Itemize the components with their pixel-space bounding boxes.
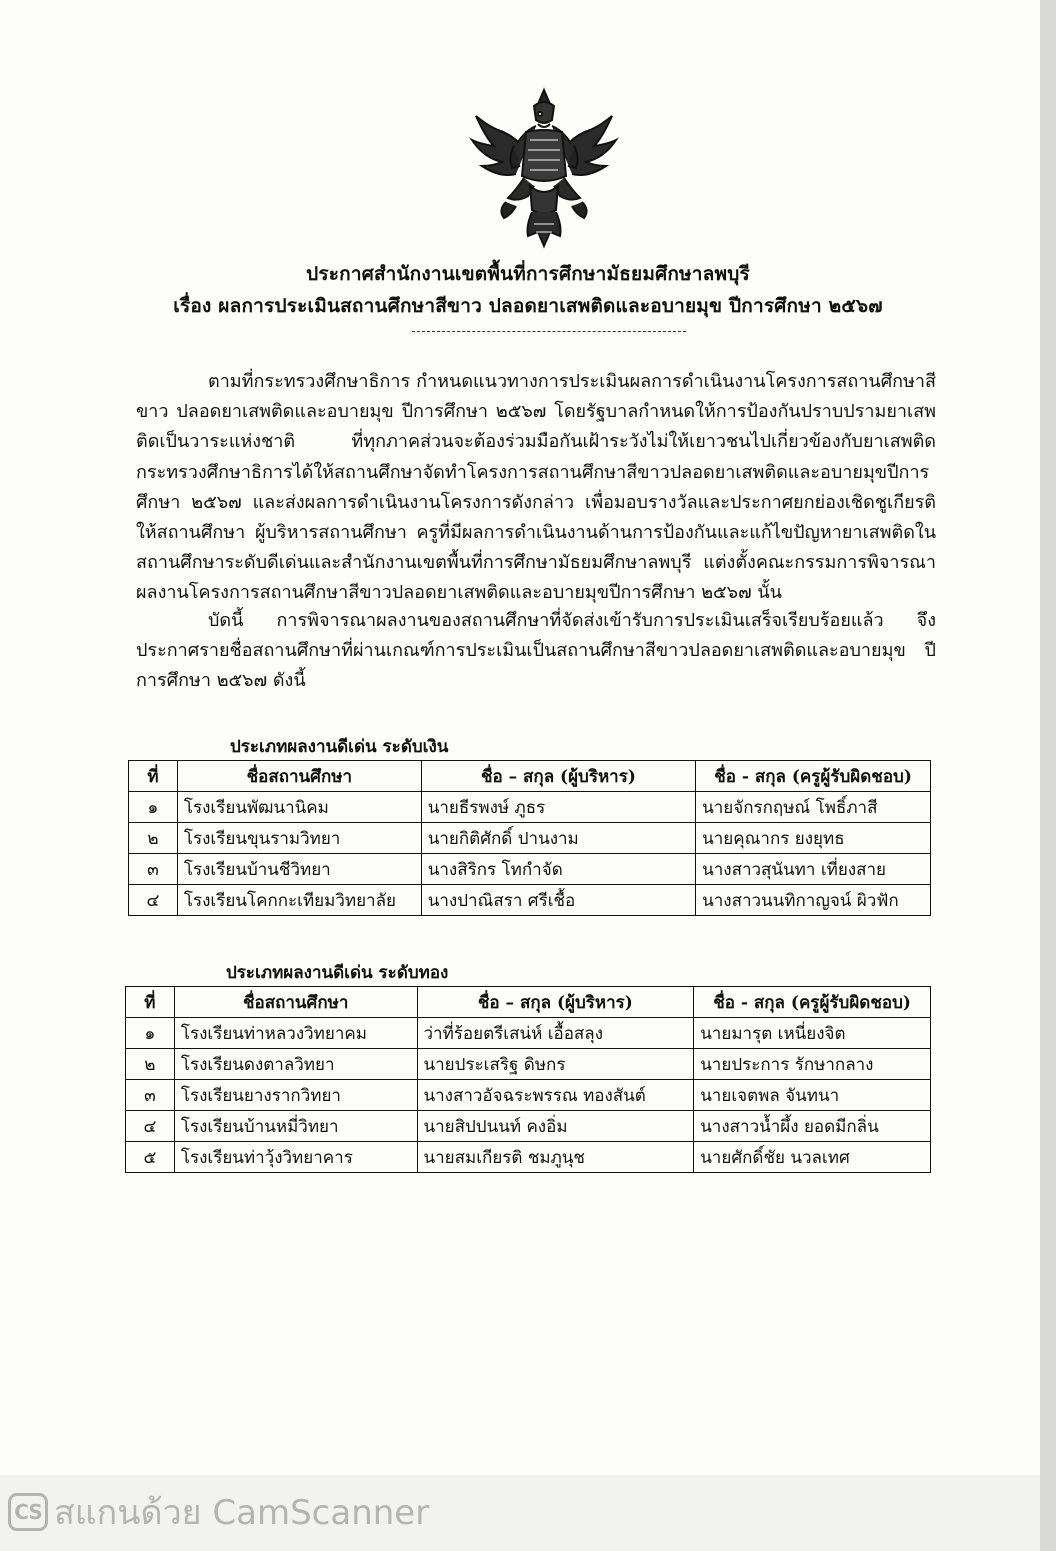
row-teacher: นางสาวนนทิกาญจน์ ผิวฟัก [696,885,931,916]
camscanner-text: สแกนด้วย CamScanner [54,1493,430,1533]
row-no: ๑ [126,1018,175,1049]
row-school: โรงเรียนพัฒนานิคม [177,792,421,823]
row-no: ๓ [126,1080,175,1111]
header-director: ชื่อ – สกุล (ผู้บริหาร) [421,761,695,792]
garuda-emblem-icon [468,86,620,250]
row-director: ว่าที่ร้อยตรีเสน่ห์ เอื้อสลุง [417,1018,694,1049]
row-no: ๕ [126,1142,175,1173]
table-header-row [129,761,931,792]
row-teacher: นางสาวสุนันทา เที่ยงสาย [696,854,931,885]
row-director: นายกิติศักดิ์ ปานงาม [421,823,695,854]
header-no: ที่ [129,761,178,792]
row-no: ๔ [126,1111,175,1142]
row-director: นางสาวอัจฉระพรรณ ทองสันต์ [417,1080,694,1111]
row-no: ๒ [129,823,178,854]
row-teacher: นายประการ รักษากลาง [694,1049,931,1080]
camscanner-logo-icon: CS [8,1493,48,1531]
row-no: ๒ [126,1049,175,1080]
row-director: นางสิริกร โทกำจัด [421,854,695,885]
header-teacher: ชื่อ - สกุล (ครูผู้รับผิดชอบ) [696,761,931,792]
table-row [129,854,931,885]
row-director: นายธีรพงษ์ ภูธร [421,792,695,823]
row-school: โรงเรียนบ้านชีวิทยา [177,854,421,885]
table-row [126,1142,931,1173]
announcement-subject: เรื่อง ผลการประเมินสถานศึกษาสีขาว ปลอดยาเสพติดและอบายมุข ปีการศึกษา ๒๕๖๗ [173,295,883,317]
row-school: โรงเรียนบ้านหมี่วิทยา [174,1111,417,1142]
row-teacher: นายศักดิ์ชัย นวลเทศ [694,1142,931,1173]
row-teacher: นายมารุต เหนี่ยงจิต [694,1018,931,1049]
announcement-title: ประกาศสำนักงานเขตพื้นที่การศึกษามัธยมศึกษาลพบุรี [306,263,750,285]
row-school: โรงเรียนดงตาลวิทยา [174,1049,417,1080]
table-row [126,1080,931,1111]
header-teacher: ชื่อ - สกุล (ครูผู้รับผิดชอบ) [694,987,931,1018]
camscanner-watermark [8,1492,429,1532]
row-director: นายสิปปนนท์ คงอิ่ม [417,1111,694,1142]
row-director: นางปาณิสรา ศรีเชื้อ [421,885,695,916]
title-divider [412,331,686,332]
table-row [129,823,931,854]
row-teacher: นายคุณากร ยงยุทธ [696,823,931,854]
row-school: โรงเรียนยางรากวิทยา [174,1080,417,1111]
header-school: ชื่อสถานศึกษา [174,987,417,1018]
row-no: ๑ [129,792,178,823]
row-director: นายสมเกียรติ ชมภูนุช [417,1142,694,1173]
table-row [126,1049,931,1080]
row-no: ๓ [129,854,178,885]
row-teacher: นายจักรกฤษณ์ โพธิ์ภาสี [696,792,931,823]
body-paragraph-2: บัดนี้ การพิจารณาผลงานของสถานศึกษาที่จัดส่งเข้ารับการประเมินเสร็จเรียบร้อยแล้ว จึงประกาศรายชื่อสถานศึกษาที่ผ่านเกณฑ์การประเมินเป็นสถานศึกษาสีขาวปลอดยาเสพติดและอบายมุข ปีการศึกษา ๒๕๖๗ ดังนี้ [136,610,936,692]
silver-awards-table [128,760,931,916]
body-paragraph-1: ตามที่กระทรวงศึกษาธิการ กำหนดแนวทางการประเมินผลการดำเนินงานโครงการสถานศึกษาสีขาว ปลอดยาเสพติดและอบายมุข ปีการศึกษา ๒๕๖๗ โดยรัฐบาลกำหนดให้การป้องกันปราบปรามยาเสพติดเป็นวาระแห่งชาติ ที่ทุกภาคส่วนจะต้องร่วมมือกันเฝ้าระวังไม่ให้เยาวชนไปเกี่ยวข้องกับยาเสพติดกระทรวงศึกษาธิการได้ให้สถานศึกษาจัดทำโครงการสถานศึกษาสีขาวปลอดยาเสพติดและอบายมุขปีการศึกษา ๒๕๖๗ และส่งผลการดำเนินงานโครงการดังกล่าว เพื่อมอบรางวัลและประกาศยกย่องเชิดชูเกียรติให้สถานศึกษา ผู้บริหารสถานศึกษา ครูที่มีผลการดำเนินงานด้านการป้องกันและแก้ไขปัญหายาเสพติดในสถานศึกษาระดับดีเด่นและสำนักงานเขตพื้นที่การศึกษามัธยมศึกษาลพบุรี แต่งตั้งคณะกรรมการพิจารณาผลงานโครงการสถานศึกษาสีขาวปลอดยาเสพติดและอบายมุขปีการศึกษา ๒๕๖๗ นั้น [136,371,936,604]
scan-edge [1040,0,1056,1551]
row-school: โรงเรียนท่าวุ้งวิทยาคาร [174,1142,417,1173]
header-school: ชื่อสถานศึกษา [177,761,421,792]
table-row [126,1111,931,1142]
header-no: ที่ [126,987,175,1018]
gold-awards-table [125,986,931,1173]
gold-section-heading: ประเภทผลงานดีเด่น ระดับทอง [226,963,449,983]
silver-section-heading: ประเภทผลงานดีเด่น ระดับเงิน [230,737,449,757]
row-director: นายประเสริฐ ดิษกร [417,1049,694,1080]
header-director: ชื่อ – สกุล (ผู้บริหาร) [417,987,694,1018]
row-school: โรงเรียนท่าหลวงวิทยาคม [174,1018,417,1049]
table-row [126,1018,931,1049]
row-teacher: นางสาวน้ำผึ้ง ยอดมีกลิ่น [694,1111,931,1142]
table-row [129,792,931,823]
row-school: โรงเรียนขุนรามวิทยา [177,823,421,854]
table-header-row [126,987,931,1018]
row-no: ๔ [129,885,178,916]
row-teacher: นายเจตพล จันทนา [694,1080,931,1111]
table-row [129,885,931,916]
row-school: โรงเรียนโคกกะเทียมวิทยาลัย [177,885,421,916]
